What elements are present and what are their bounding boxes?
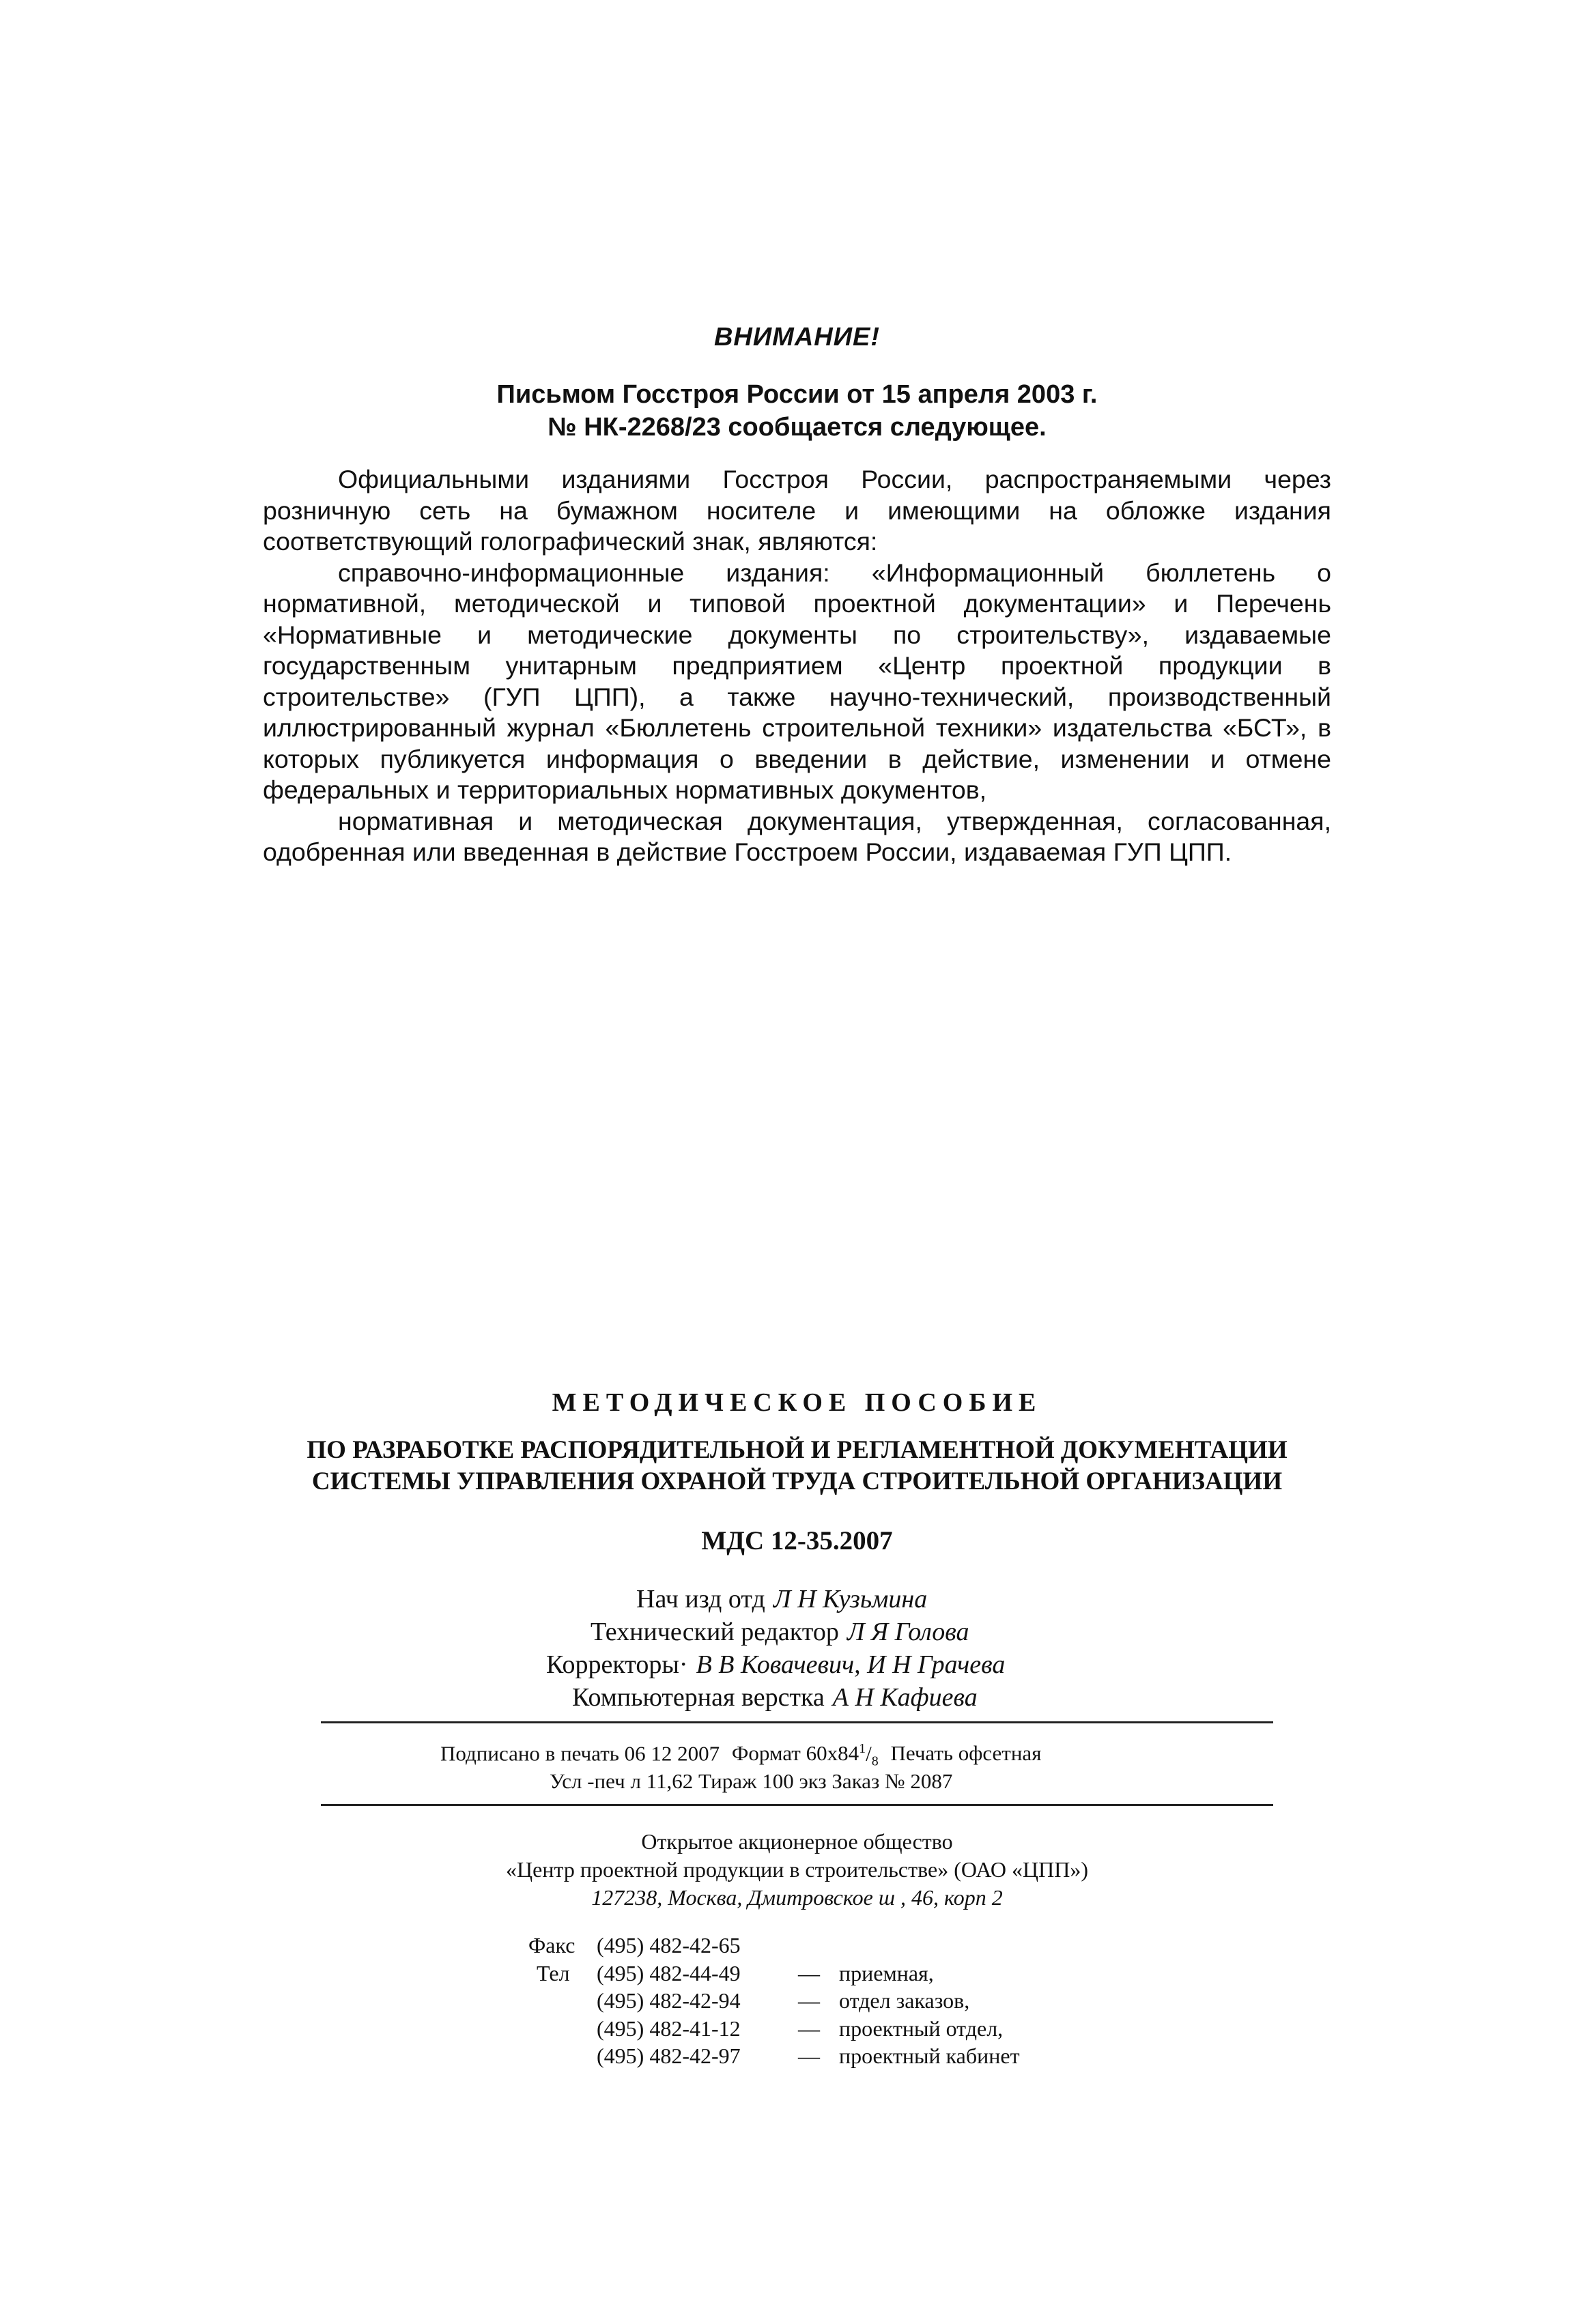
- notice-subtitle-line1: Письмом Госстроя России от 15 апреля 2003 г.: [496, 380, 1098, 409]
- staff-person: В В Ковачевич, И Н Грачева: [696, 1650, 1006, 1679]
- notice-subtitle-line2: № НК-2268/23 сообщается следующее.: [548, 413, 1047, 442]
- print-type: Печать офсетная: [890, 1741, 1042, 1766]
- contact-number: (495) 482-42-94: [597, 1988, 741, 2013]
- contact-desc: приемная,: [839, 1960, 934, 1985]
- format-fraction-slash: /: [866, 1741, 872, 1766]
- staff-row: [572, 1682, 978, 1713]
- staff-person: А Н Кафиева: [832, 1683, 978, 1712]
- notice-title: ВНИМАНИЕ!: [713, 323, 881, 352]
- staff-role: Компьютерная верстка: [572, 1683, 825, 1712]
- staff-person: Л Н Кузьмина: [773, 1585, 928, 1613]
- print-info-line2: Усл -печ л 11,62 Тираж 100 экз Заказ № 2087: [550, 1769, 953, 1793]
- contact-number: (495) 482-41-12: [597, 2015, 741, 2041]
- publisher-line1: Открытое акционерное общество: [641, 1829, 953, 1854]
- contact-row: [528, 2015, 1075, 2043]
- contact-row: [528, 1987, 1075, 2015]
- contact-number: (495) 482-42-65: [597, 1933, 741, 1957]
- contact-kind: Факс: [528, 1933, 575, 1957]
- contact-dash: —: [798, 2015, 820, 2041]
- staff-role: Нач изд отд: [636, 1585, 765, 1613]
- print-signed: Подписано в печать 06 12 2007: [440, 1741, 720, 1766]
- notice-paragraph: Официальными изданиями Госстроя России, распространяемыми через розничную сеть на бумажном носителе и имеющими на обложке издания соответствующий голографический знак, являются:: [263, 465, 1331, 556]
- document-title-line2: СИСТЕМЫ УПРАВЛЕНИЯ ОХРАНОЙ ТРУДА СТРОИТЕЛЬНОЙ ОРГАНИЗАЦИИ: [311, 1467, 1283, 1495]
- contact-number: (495) 482-42-97: [597, 2043, 741, 2068]
- contact-dash: —: [798, 2043, 820, 2068]
- format-fraction-numerator: 1: [859, 1741, 866, 1756]
- format-fraction-denominator: 8: [871, 1753, 879, 1769]
- imprint-block: [263, 1386, 1331, 2068]
- staff-row: [546, 1649, 1005, 1680]
- contact-row: [528, 1960, 1075, 1988]
- contact-number: (495) 482-44-49: [597, 1960, 741, 1985]
- publisher-address: 127238, Москва, Дмитровское ш , 46, корп 2: [591, 1885, 1003, 1910]
- staff-row: [636, 1583, 927, 1615]
- document-code: МДС 12-35.2007: [701, 1526, 893, 1555]
- print-format: Формат 60х84: [731, 1741, 859, 1766]
- staff-role: Технический редактор: [591, 1618, 839, 1646]
- contact-desc: отдел заказов,: [839, 1988, 970, 2013]
- notice-block: [263, 321, 1331, 868]
- contact-desc: проектный отдел,: [839, 2015, 1004, 2041]
- document-title-line1: ПО РАЗРАБОТКЕ РАСПОРЯДИТЕЛЬНОЙ И РЕГЛАМЕНТНОЙ ДОКУМЕНТАЦИИ: [307, 1436, 1288, 1464]
- notice-paragraph: нормативная и методическая документация, утвержденная, согласованная, одобренная или введенная в действие Госстроем России, издаваемая ГУП ЦПП.: [263, 806, 1331, 866]
- contact-kind: Тел: [537, 1960, 570, 1985]
- divider-bottom: [321, 1804, 1273, 1806]
- publisher-line2: «Центр проектной продукции в строительстве» (ОАО «ЦПП»): [506, 1857, 1088, 1882]
- contact-dash: —: [798, 1988, 820, 2013]
- document-kind: МЕТОДИЧЕСКОЕ ПОСОБИЕ: [552, 1388, 1042, 1417]
- contact-row: [528, 2042, 1075, 2070]
- contact-dash: —: [798, 1960, 820, 1985]
- notice-body: [263, 464, 1331, 868]
- divider-top: [321, 1721, 1273, 1723]
- staff-role: Корректоры·: [546, 1650, 688, 1679]
- contact-row: [528, 1932, 1075, 1960]
- publisher-block: [321, 1828, 1273, 1912]
- contact-desc: проектный кабинет: [839, 2043, 1020, 2068]
- contacts-list: [528, 1932, 1075, 2070]
- staff-person: Л Я Голова: [847, 1618, 969, 1646]
- staff-row: [591, 1616, 969, 1648]
- notice-paragraph: справочно-информационные издания: «Информационный бюллетень о нормативной, методической и типовой проектной документации» и Перечень «Нормативные и методические документы по строительству», издаваемые государственным унитарным предприятием «Центр проектной продукции в строительстве» (ГУП ЦПП), а также научно-технический, производственный иллюстрированный журнал «Бюллетень строительной техники» издательства «БСТ», в которых публикуется информация о введении в действие, изменении и отмене федеральных и территориальных нормативных документов,: [263, 558, 1331, 804]
